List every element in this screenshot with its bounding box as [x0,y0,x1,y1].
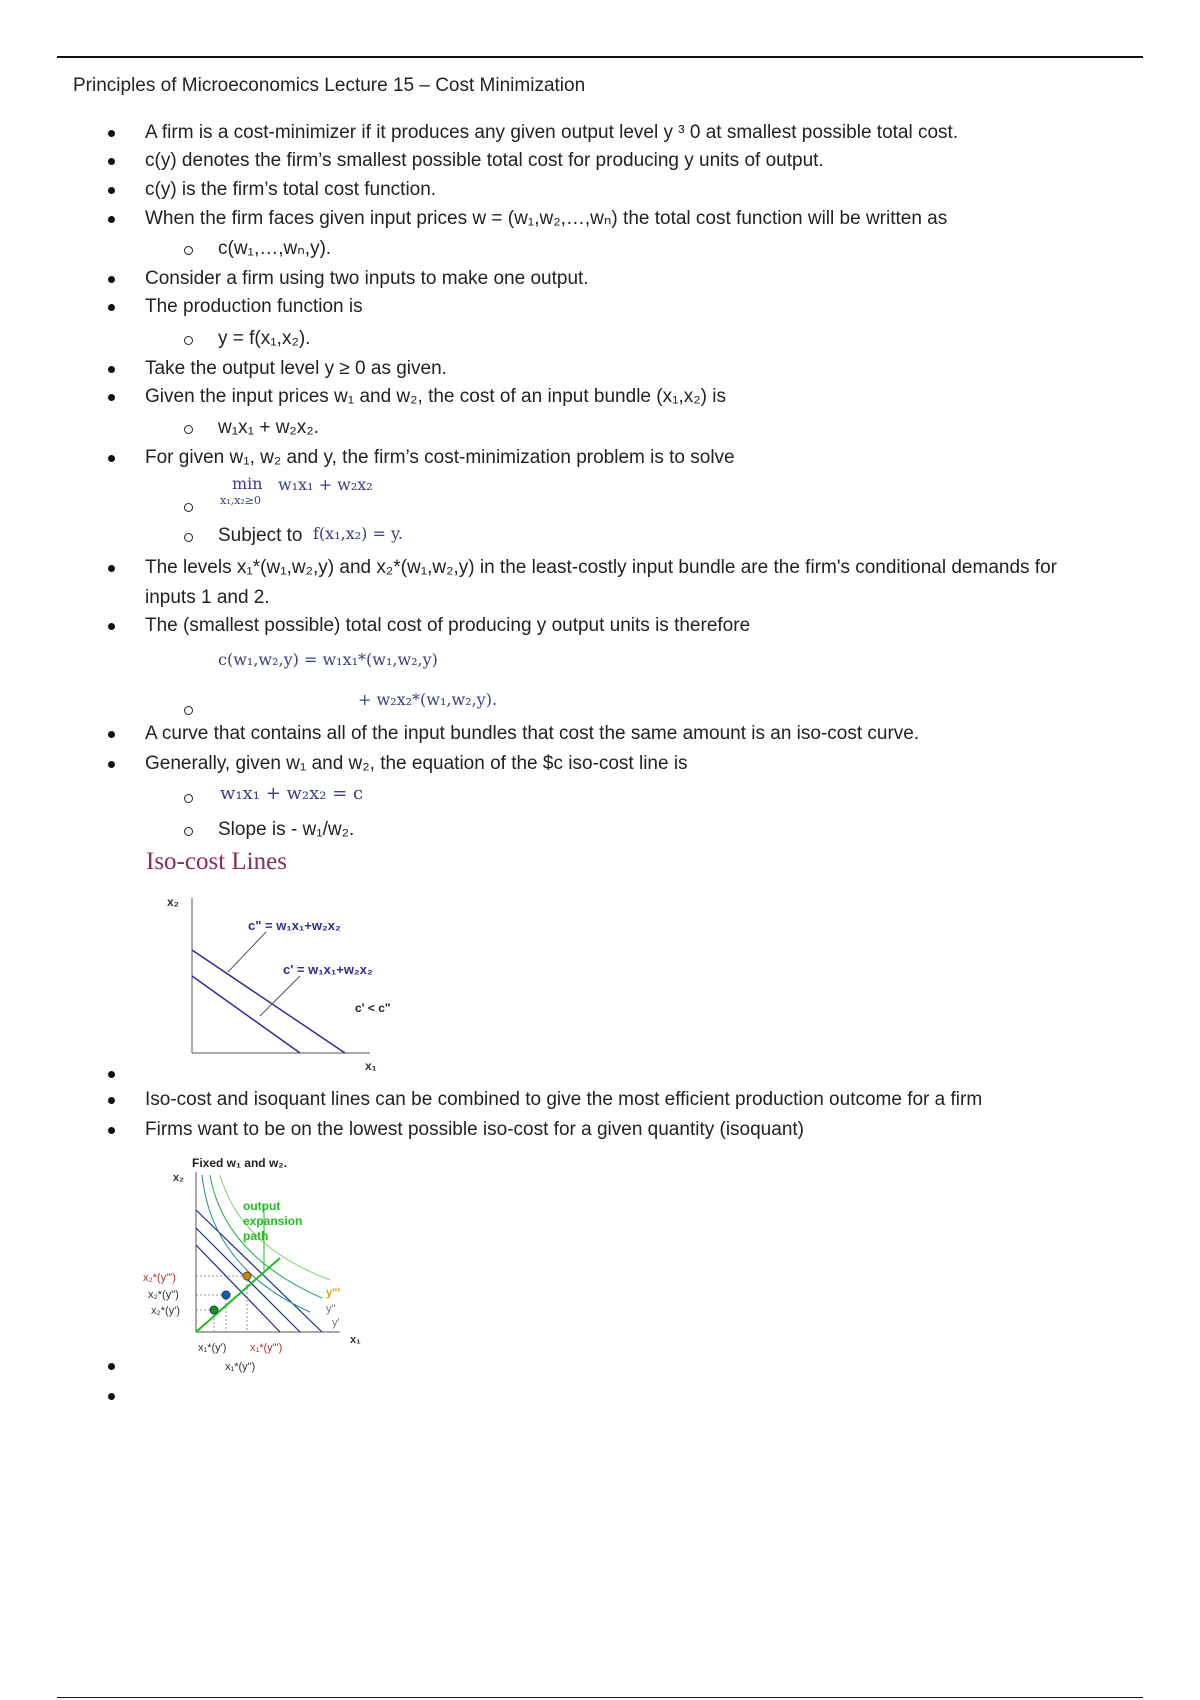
bullet-icon [108,455,115,462]
bullet-icon [108,304,115,311]
circle-bullet-icon [184,246,193,255]
bullet-icon [108,158,115,165]
y-value-label: x₂*(y"') [143,1272,176,1284]
curve-label: y"' [326,1287,340,1299]
top-rule [57,56,1143,58]
isocost-line [196,1245,280,1332]
bullet-icon [108,1097,115,1104]
bottom-rule [57,1697,1143,1698]
x-axis-label: x₁ [365,1059,377,1073]
y-value-label: x₂*(y") [148,1289,179,1301]
x-value-label: x₁*(y') [198,1342,227,1354]
bullet-icon [108,1393,115,1400]
bullet-icon [108,761,115,768]
constraint-expression: f(x₁,x₂) = y. [313,524,403,543]
figure-title: Fixed w₁ and w₂. [192,1156,287,1170]
bullet-icon [108,731,115,738]
circle-bullet-icon [184,533,193,542]
bullet-icon [108,1127,115,1134]
curve-label: y' [332,1317,340,1329]
bullet-icon [108,1071,115,1078]
optimum-point-low [210,1306,218,1314]
expansion-path-label: output expansion path [243,1199,303,1243]
expansion-path-diagram [140,1150,370,1380]
bullet-icon [108,187,115,194]
y-axis-label: x₂ [167,895,180,909]
x-axis-label: x₁ [350,1334,361,1346]
y-value-label: x₂*(y') [151,1305,180,1317]
cost-comparison-label: c' < c" [355,1001,391,1015]
curve-label: y" [326,1303,336,1315]
total-cost-equation-line1: c(w₁,w₂,y) = w₁x₁*(w₁,w₂,y) [218,650,438,669]
bullet-icon [108,565,115,572]
x-value-label: x₁*(y"') [250,1342,283,1354]
isocost-line-lower [192,976,300,1053]
section-heading: Iso-cost Lines [146,848,287,875]
x-value-label: x₁*(y") [225,1361,256,1373]
bullet-icon [108,276,115,283]
total-cost-equation-line2: + w₂x₂*(w₁,w₂,y). [358,690,498,709]
circle-bullet-icon [184,706,193,715]
isocost-equation: w₁x₁ + w₂x₂ = c [220,783,364,804]
isocost-label-upper: c" = w₁x₁+w₂x₂ [248,918,341,933]
isocost-diagram [140,888,430,1078]
circle-bullet-icon [184,425,193,434]
min-constraint: x₁,x₂≥0 [220,494,261,507]
circle-bullet-icon [184,503,193,512]
min-operator: min [232,474,263,493]
y-axis-label: x₂ [173,1172,185,1184]
circle-bullet-icon [184,336,193,345]
bullet-icon [108,623,115,630]
bullet-icon [108,216,115,223]
bullet-icon [108,394,115,401]
page-title: Principles of Microeconomics Lecture 15 – Cost Minimization [73,75,586,96]
optimum-point-mid [222,1291,230,1299]
guide-lines [196,1276,247,1332]
bullet-icon [108,366,115,373]
circle-bullet-icon [184,794,193,803]
objective-expression: w₁x₁ + w₂x₂ [278,475,373,494]
circle-bullet-icon [184,827,193,836]
bullet-icon [108,130,115,137]
bullet-icon [108,1363,115,1370]
label-leader-upper [228,932,266,972]
isocost-label-lower: c' = w₁x₁+w₂x₂ [283,962,373,977]
isoquant-curve-low [202,1175,310,1312]
optimum-point-high [243,1272,251,1280]
